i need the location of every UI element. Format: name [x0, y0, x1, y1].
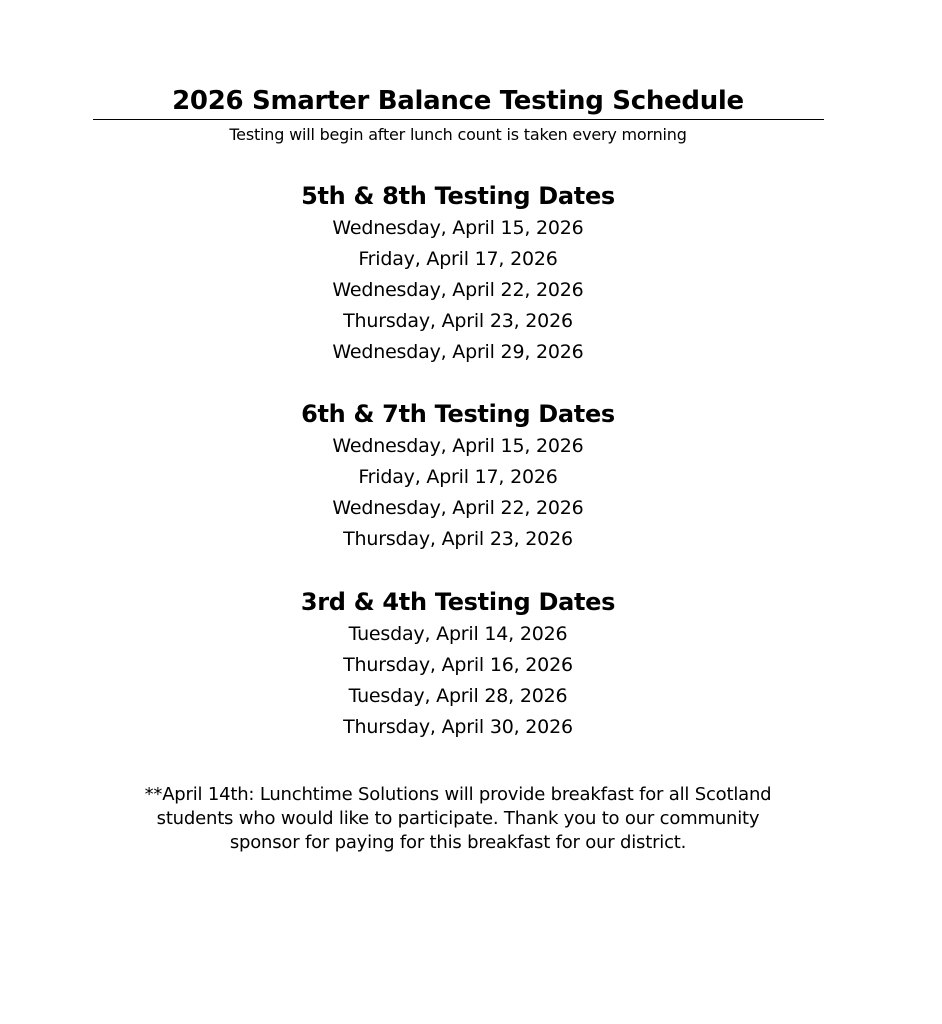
- date-item: Wednesday, April 22, 2026: [332, 497, 584, 519]
- date-item: Friday, April 17, 2026: [358, 466, 558, 488]
- date-list: [0, 619, 916, 743]
- date-item: Thursday, April 30, 2026: [343, 716, 573, 738]
- date-item: Friday, April 17, 2026: [358, 248, 558, 270]
- note-line: sponsor for paying for this breakfast for our district.: [229, 832, 687, 853]
- title-underline: [93, 119, 824, 120]
- date-item: Thursday, April 23, 2026: [343, 528, 573, 550]
- breakfast-note: [82, 783, 834, 855]
- section-3rd-4th: [0, 585, 916, 743]
- section-heading: 6th & 7th Testing Dates: [301, 400, 615, 428]
- page-subtitle: Testing will begin after lunch count is taken every morning: [229, 125, 687, 144]
- date-item: Thursday, April 23, 2026: [343, 310, 573, 332]
- section-heading: 3rd & 4th Testing Dates: [300, 588, 616, 616]
- date-item: Tuesday, April 14, 2026: [348, 623, 568, 645]
- date-list: [0, 431, 916, 555]
- page-title: 2026 Smarter Balance Testing Schedule: [172, 86, 744, 116]
- date-item: Thursday, April 16, 2026: [343, 654, 573, 676]
- date-item: Wednesday, April 29, 2026: [332, 341, 584, 363]
- note-line: students who would like to participate. Thank you to our community: [156, 808, 760, 829]
- section-heading: 5th & 8th Testing Dates: [301, 182, 615, 210]
- date-list: [0, 213, 916, 368]
- date-item: Tuesday, April 28, 2026: [348, 685, 568, 707]
- section-5th-8th: [0, 179, 916, 368]
- date-item: Wednesday, April 15, 2026: [332, 217, 584, 239]
- note-line: **April 14th: Lunchtime Solutions will provide breakfast for all Scotland: [144, 784, 772, 805]
- section-6th-7th: [0, 397, 916, 555]
- date-item: Wednesday, April 22, 2026: [332, 279, 584, 301]
- date-item: Wednesday, April 15, 2026: [332, 435, 584, 457]
